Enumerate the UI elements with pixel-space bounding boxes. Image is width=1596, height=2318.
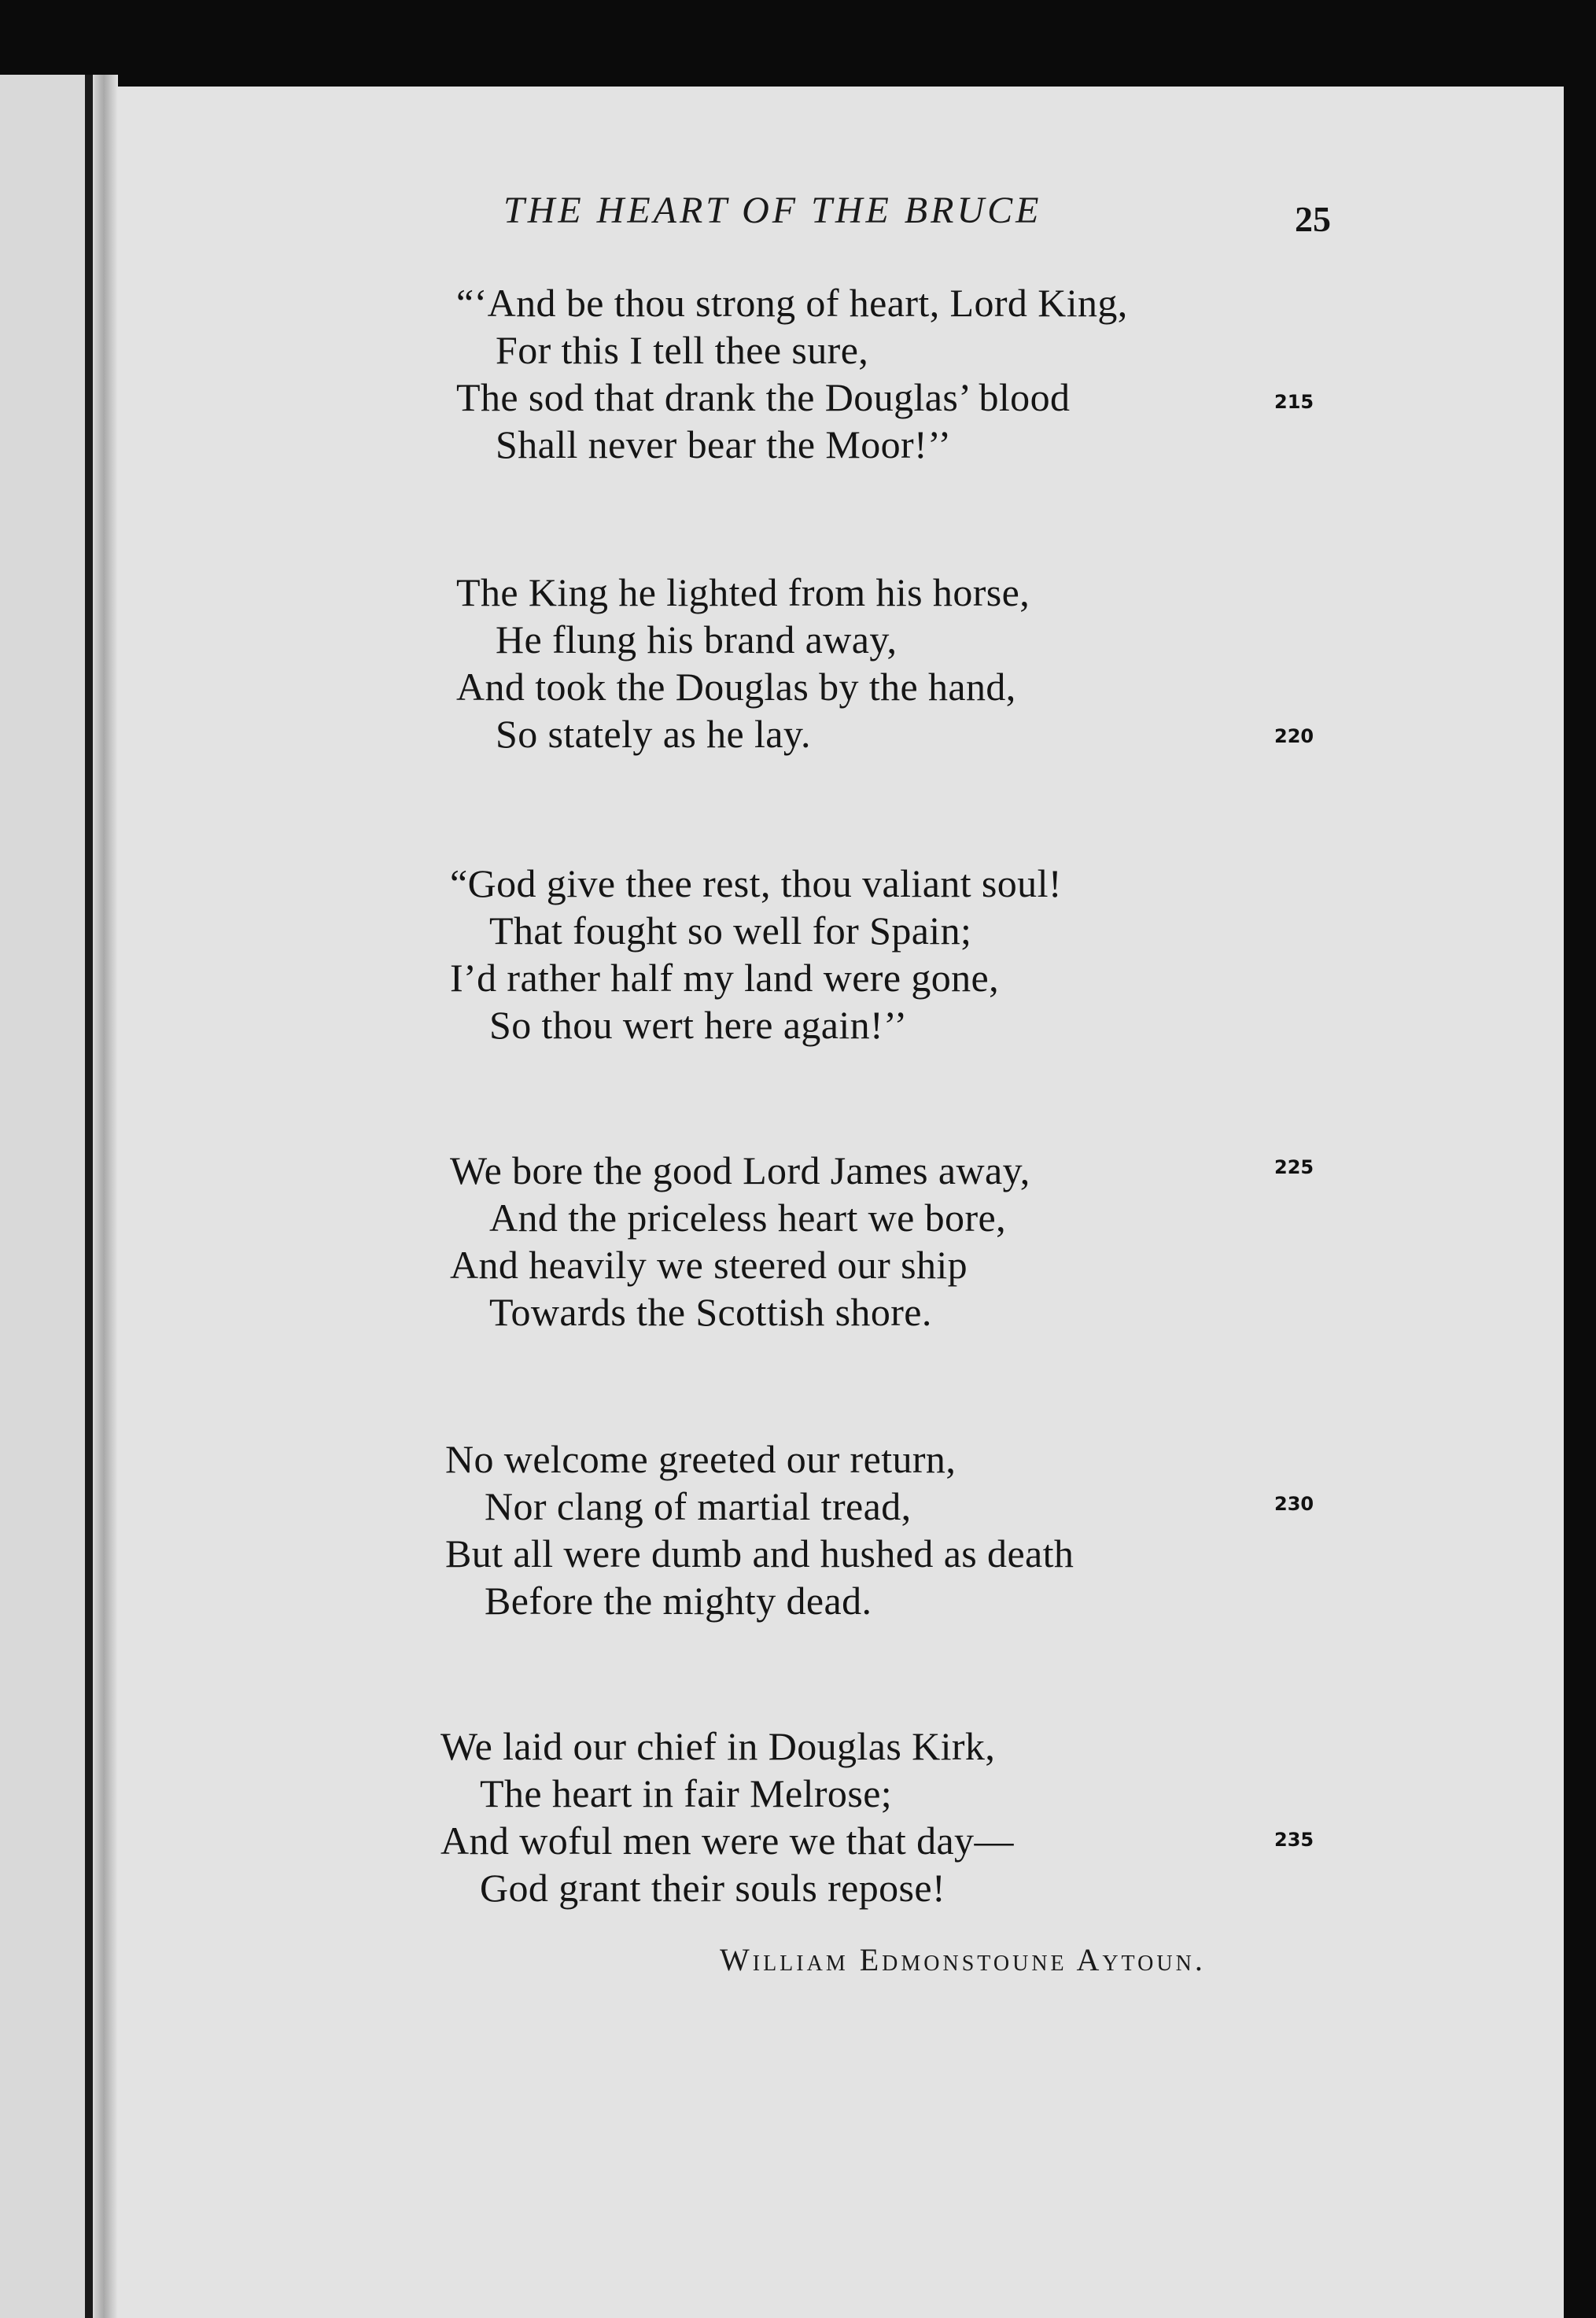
page-number: 25	[1295, 199, 1331, 239]
verse-line: Towards the Scottish shore.	[489, 1290, 932, 1334]
line-number-220: 220	[1274, 725, 1314, 747]
line-number-230: 230	[1274, 1493, 1314, 1515]
verse-line: And the priceless heart we bore,	[489, 1196, 1006, 1240]
stanza-2	[456, 569, 1361, 757]
verse-line: Nor clang of martial tread,	[485, 1484, 912, 1528]
verse-line: “‘And be thou strong of heart, Lord King,	[456, 281, 1128, 325]
verse-line: And took the Douglas by the hand,	[456, 665, 1016, 709]
stanza-3	[450, 860, 1355, 1048]
line-number-215: 215	[1274, 391, 1314, 413]
verse-line: And woful men were we that day—	[440, 1819, 1014, 1863]
verse-line: For this I tell thee sure,	[496, 328, 869, 372]
verse-line: That fought so well for Spain;	[489, 908, 972, 953]
running-title: THE HEART OF THE BRUCE	[503, 190, 1042, 231]
line-number-225: 225	[1274, 1156, 1314, 1178]
verse-line: I’d rather half my land were gone,	[450, 956, 1000, 1000]
verse-line: So stately as he lay.	[496, 712, 811, 756]
author-attribution: William Edmonstoune Aytoun.	[720, 1942, 1206, 1977]
verse-line: No welcome greeted our return,	[445, 1437, 956, 1481]
stanza-4	[450, 1147, 1355, 1336]
verse-line: The King he lighted from his horse,	[456, 570, 1030, 614]
verse-line: God grant their souls repose!	[480, 1866, 946, 1910]
verse-line: But all were dumb and hushed as death	[445, 1531, 1074, 1575]
line-number-235: 235	[1274, 1829, 1314, 1851]
verse-line: We bore the good Lord James away,	[450, 1148, 1030, 1192]
gutter-shadow	[94, 75, 118, 2318]
stanza-1	[456, 279, 1361, 468]
verse-line: And heavily we steered our ship	[450, 1243, 968, 1287]
verse-line: Shall never bear the Moor!’’	[496, 422, 952, 466]
verse-line: We laid our chief in Douglas Kirk,	[440, 1724, 996, 1768]
stanza-6	[440, 1723, 1345, 1911]
stanza-5	[445, 1435, 1350, 1624]
verse-line: He flung his brand away,	[496, 617, 898, 661]
verse-line: The sod that drank the Douglas’ blood	[456, 375, 1071, 419]
verse-line: “God give thee rest, thou valiant soul!	[450, 861, 1062, 905]
page-right-edge	[1564, 102, 1596, 2318]
gutter-rule	[85, 75, 93, 2318]
verse-line: So thou wert here again!’’	[489, 1003, 908, 1047]
verse-line: The heart in fair Melrose;	[480, 1771, 893, 1815]
verse-line: Before the mighty dead.	[485, 1579, 872, 1623]
